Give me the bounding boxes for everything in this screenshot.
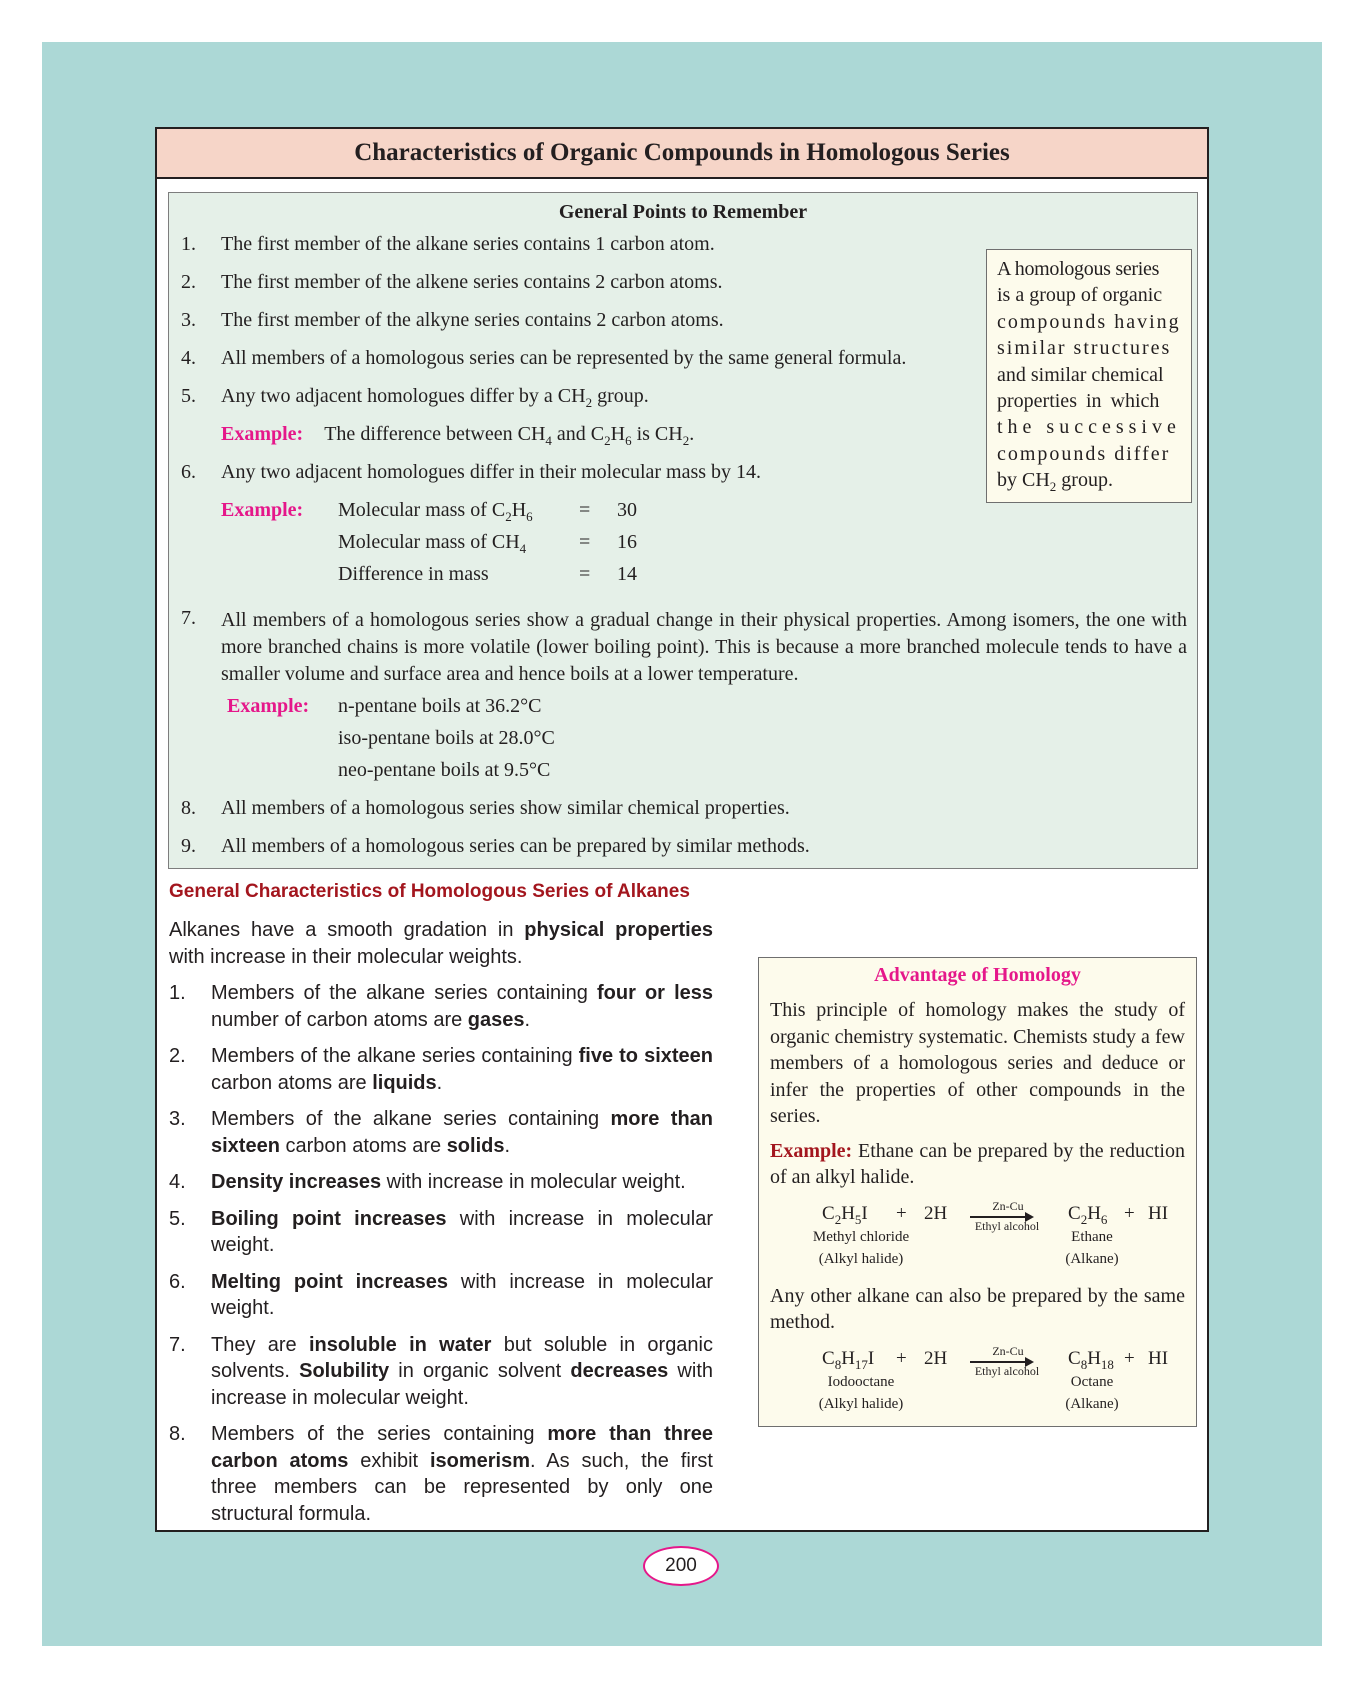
catalyst-label: Zn-Cu <box>992 1198 1024 1213</box>
item-text: with increase in molecular weight. <box>211 1207 714 1256</box>
item-bold-text: Melting point increases <box>211 1270 448 1293</box>
subscript: 2 <box>585 395 593 410</box>
mass-equals: = <box>579 499 591 521</box>
reaction-ethane <box>770 1199 1185 1283</box>
intro-bold: physical properties <box>524 919 713 941</box>
item-number: 5. <box>169 1207 186 1230</box>
point-number: 3. <box>181 309 196 331</box>
definition-line <box>997 467 1181 500</box>
point-7-number: 7. <box>181 607 196 629</box>
reactant-formula <box>822 1203 868 1228</box>
reactant-name: Iodooctane <box>827 1373 895 1390</box>
advantage-text: This principle of homology makes the study of organic chemistry systematic. Chemists study a few members of a homologous series and deduce or infer the properties of other compounds in the series. <box>770 999 1185 1127</box>
mass-row: Difference in mass <box>338 563 489 585</box>
byproduct: HI <box>1148 1202 1169 1224</box>
item-text: exhibit <box>348 1449 430 1472</box>
point-number: 1. <box>181 233 196 255</box>
alkane-characteristic-item <box>169 1043 713 1096</box>
item-bold-text: liquids <box>372 1071 437 1094</box>
point-8 <box>181 797 790 820</box>
example-label: Example: <box>227 695 310 717</box>
solvent-label: Ethyl alcohol <box>974 1363 1040 1378</box>
formula-text: H <box>841 1347 855 1369</box>
point-3 <box>181 309 724 332</box>
item-text: Members of the alkane series containing <box>211 1108 611 1130</box>
item-text: number of carbon atoms are <box>211 1008 468 1031</box>
item-bold-text: more than sixteen <box>211 1108 714 1157</box>
definition-line: compounds having <box>997 310 1181 333</box>
subscript: 2 <box>682 433 690 448</box>
mass-value: 30 <box>617 499 637 521</box>
alkane-characteristics-list <box>169 980 713 1527</box>
reaction-octane <box>770 1344 1185 1428</box>
item-text: Members of the alkane series containing <box>211 1045 579 1067</box>
item-bold-text: gases <box>467 1008 525 1031</box>
mass-value: 16 <box>617 531 637 553</box>
definition-line: similar structures <box>997 337 1172 360</box>
product-class: (Alkane) <box>1065 1395 1119 1412</box>
subscript: 8 <box>834 1356 842 1372</box>
example-text: is CH <box>631 423 683 445</box>
subscript: 2 <box>604 433 611 448</box>
product-class: (Alkane) <box>1065 1250 1119 1267</box>
product-formula <box>1068 1348 1114 1373</box>
point-number: 4. <box>181 347 196 369</box>
subscript: 6 <box>526 509 533 524</box>
example-label: Example: <box>221 423 304 445</box>
product-name: Octane <box>1070 1373 1114 1390</box>
mass-equals: = <box>579 563 591 585</box>
reaction-arrow-icon <box>970 1361 1032 1363</box>
product-name: Ethane <box>1071 1228 1113 1245</box>
point-text: Any two adjacent homologues differ by a CH <box>221 385 586 407</box>
mass-label: H <box>511 499 527 521</box>
subscript: 17 <box>854 1356 868 1372</box>
alkanes-characteristics <box>169 917 713 1537</box>
example-label: Example: <box>770 1139 853 1162</box>
plus-sign: + <box>896 1347 907 1369</box>
product-formula <box>1068 1203 1107 1228</box>
page-title: Characteristics of Organic Compounds in Homologous Series <box>354 139 1010 166</box>
plus-sign: + <box>1124 1347 1135 1369</box>
item-bold-text: isomerism <box>429 1449 530 1472</box>
formula-text: C <box>1068 1202 1081 1224</box>
alkane-characteristic-item <box>169 1106 713 1159</box>
definition-line: is a group of organic <box>997 284 1163 307</box>
point-7-text: All members of a homologous series show a gradual change in their physical properties. Among isomers, the one with more branched chains is more volatile (lower boiling point). This is because a more branched molecule tends to have a smaller volume and surface area and hence boils at a lower temperature. <box>221 609 1187 685</box>
item-number: 2. <box>169 1045 186 1067</box>
definition-line: compounds differ <box>997 442 1171 465</box>
example-text: and C <box>551 423 605 445</box>
definition-line: the successive <box>997 416 1181 439</box>
mass-equals: = <box>579 531 591 553</box>
definition-line: properties in which <box>997 390 1160 413</box>
item-number: 8. <box>169 1423 186 1445</box>
item-text: . <box>436 1071 443 1094</box>
example-7-label <box>227 695 309 718</box>
item-text: with increase in molecular weight. <box>211 1360 713 1409</box>
alkane-characteristic-item <box>169 1206 713 1259</box>
subscript: 2 <box>505 509 512 524</box>
formula-text: H <box>841 1202 855 1224</box>
example-6-label-wrap <box>221 499 303 522</box>
reaction-arrow-icon <box>970 1216 1032 1218</box>
reagent: 2H <box>924 1347 948 1369</box>
solvent-label: Ethyl alcohol <box>974 1218 1040 1233</box>
point-2 <box>181 271 723 294</box>
point-number: 9. <box>181 835 196 857</box>
item-number: 3. <box>169 1108 186 1130</box>
item-bold-text: insoluble in water <box>309 1333 492 1356</box>
item-text: . As such, the first three members can be represented by only one structural formula. <box>211 1449 713 1525</box>
point-text: Any two adjacent homologues differ in their molecular mass by 14. <box>221 461 762 483</box>
point-number: 5. <box>181 385 196 407</box>
alkane-characteristic-item <box>169 1332 713 1412</box>
point-number: 8. <box>181 797 196 819</box>
advantage-example <box>770 1138 1185 1191</box>
mass-label: Molecular mass of CH <box>338 531 520 553</box>
alkane-characteristic-item <box>169 1269 713 1322</box>
point-text: All members of a homologous series can be represented by the same general formula. <box>221 347 907 369</box>
point-4 <box>181 347 906 370</box>
item-text: carbon atoms are <box>279 1134 447 1157</box>
point-5 <box>181 385 649 411</box>
item-text: . <box>524 1008 531 1031</box>
intro-text: Alkanes have a smooth gradation in <box>169 919 525 941</box>
point-9 <box>181 835 810 858</box>
item-bold-text: Boiling point increases <box>211 1207 447 1230</box>
point-text: All members of a homologous series can be prepared by similar methods. <box>221 835 810 857</box>
boiling-example: neo-pentane boils at 9.5°C <box>338 759 551 781</box>
alkanes-section-heading: General Characteristics of Homologous Series of Alkanes <box>169 881 690 902</box>
reactant-formula <box>822 1348 874 1373</box>
definition-box <box>986 249 1192 503</box>
reactant-class: (Alkyl halide) <box>818 1395 904 1412</box>
subscript: 18 <box>1100 1356 1114 1372</box>
formula-text: C <box>822 1202 835 1224</box>
point-text: All members of a homologous series show similar chemical properties. <box>221 797 790 819</box>
boiling-example: n-pentane boils at 36.2°C <box>338 695 542 717</box>
subscript: 8 <box>1080 1356 1088 1372</box>
formula-text: H <box>1087 1202 1101 1224</box>
item-bold-text: Solubility <box>299 1360 390 1382</box>
formula-text: H <box>1087 1347 1101 1369</box>
item-text: Members of the series containing <box>211 1423 548 1445</box>
item-text: but soluble in organic solvents. <box>211 1333 713 1382</box>
alkanes-intro <box>169 917 713 970</box>
example-text: Ethane can be prepared by the reduction of an alkyl halide. <box>770 1139 1185 1188</box>
mass-row <box>338 499 533 525</box>
point-6 <box>181 461 761 484</box>
subscript: 6 <box>1100 1211 1108 1227</box>
item-text: carbon atoms are <box>211 1071 373 1094</box>
reagent: 2H <box>924 1202 948 1224</box>
example-text: The difference between CH <box>324 423 546 445</box>
general-points-box <box>168 192 1198 869</box>
subscript: 4 <box>545 433 552 448</box>
catalyst-label: Zn-Cu <box>992 1343 1024 1358</box>
item-bold-text: decreases <box>570 1360 669 1382</box>
item-bold-text: more than three carbon atoms <box>211 1423 713 1472</box>
item-text: They are <box>211 1333 309 1356</box>
intro-text: with increase in their molecular weights. <box>169 945 523 968</box>
alkane-characteristic-item <box>169 1169 713 1196</box>
page-number: 200 <box>643 1546 719 1586</box>
formula-text: I <box>861 1202 868 1224</box>
example-text: H <box>610 423 626 445</box>
item-text: . <box>504 1134 511 1157</box>
subscript: 2 <box>1049 479 1057 495</box>
item-bold-text: five to sixteen <box>578 1045 713 1067</box>
subscript: 2 <box>1080 1211 1088 1227</box>
example-label: Example: <box>221 499 304 521</box>
subscript: 4 <box>519 541 527 556</box>
item-number: 4. <box>169 1171 186 1193</box>
point-text: The first member of the alkane series contains 1 carbon atom. <box>221 233 715 255</box>
point-text: The first member of the alkene series contains 2 carbon atoms. <box>221 271 723 293</box>
item-text: with increase in molecular weight. <box>211 1270 714 1319</box>
alkane-characteristic-item <box>169 980 713 1033</box>
subscript: 5 <box>854 1211 862 1227</box>
alkane-characteristic-item <box>169 1421 713 1527</box>
subscript: 2 <box>834 1211 842 1227</box>
point-1 <box>181 233 715 256</box>
mass-label: Molecular mass of C <box>338 499 506 521</box>
formula-text: I <box>867 1347 875 1369</box>
item-number: 6. <box>169 1270 186 1293</box>
advantage-heading: Advantage of Homology <box>874 964 1081 986</box>
item-bold-text: solids <box>446 1134 505 1157</box>
definition-text: by CH <box>997 469 1050 492</box>
definition-text: group. <box>1056 469 1113 492</box>
example-text: . <box>689 423 695 445</box>
advantage-box <box>758 957 1197 1427</box>
item-number: 1. <box>169 982 186 1004</box>
item-text: in organic solvent <box>389 1360 571 1382</box>
mass-value: 14 <box>617 563 637 585</box>
formula-text: C <box>1068 1347 1081 1369</box>
content-frame <box>155 127 1209 1532</box>
plus-sign: + <box>1124 1202 1135 1224</box>
reactant-name: Methyl chloride <box>812 1228 910 1245</box>
point-number: 6. <box>181 461 196 483</box>
boiling-example: iso-pentane boils at 28.0°C <box>338 727 555 749</box>
definition-line: A homologous series <box>997 258 1160 280</box>
point-text: group. <box>592 385 649 407</box>
item-bold-text: Density increases <box>211 1171 382 1193</box>
item-text: with increase in molecular weight. <box>381 1171 686 1193</box>
title-bar <box>157 129 1207 179</box>
formula-text: C <box>822 1347 835 1369</box>
reactant-class: (Alkyl halide) <box>818 1250 904 1267</box>
example-5 <box>221 423 694 449</box>
plus-sign: + <box>896 1202 907 1224</box>
subscript: 6 <box>625 433 632 448</box>
item-number: 7. <box>169 1333 186 1356</box>
point-number: 2. <box>181 271 196 293</box>
advantage-between-text: Any other alkane can also be prepared by the same method. <box>770 1284 1185 1333</box>
general-points-heading: General Points to Remember <box>558 201 808 223</box>
item-text: Members of the alkane series containing <box>211 982 597 1004</box>
point-text: The first member of the alkyne series contains 2 carbon atoms. <box>221 309 724 331</box>
item-bold-text: four or less <box>596 982 713 1004</box>
mass-row <box>338 531 526 557</box>
definition-line: and similar chemical <box>997 363 1164 386</box>
byproduct: HI <box>1148 1347 1169 1369</box>
